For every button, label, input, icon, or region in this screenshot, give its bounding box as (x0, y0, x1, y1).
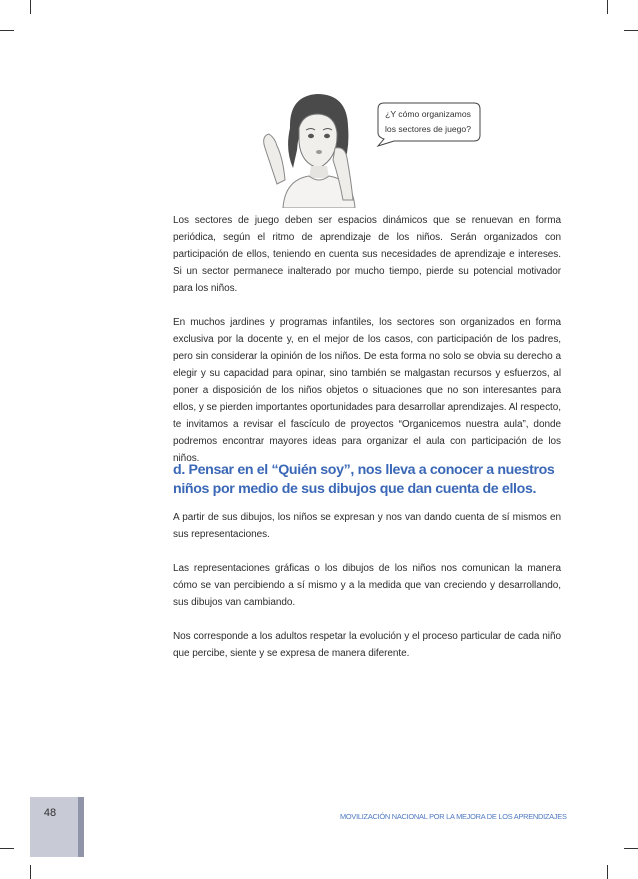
paragraph: Nos corresponde a los adultos respetar la evolución y el proceso particular de cada niño que percibe, siente y se expresa de manera diferente. (173, 631, 561, 659)
running-title: MOVILIZACIÓN NACIONAL POR LA MEJORA DE LOS APRENDIZAJES (340, 812, 567, 821)
paragraph: En muchos jardines y programas infantiles, los sectores son organizados en forma exclusiva por la docente y, en el mejor de los casos, con participación de los padres, pero sin considerar la opinión de los niños. De esta forma no solo se obvia su derecho a elegir y su capacidad para opinar, sino también se malgastan recursos y esfuerzos, al poner a disposición de los niños objetos o situaciones que no son interesantes para ellos, y se pierden importantes oportunidades para desarrollar aprendizajes. Al respecto, te invitamos a revisar el fascículo de proyectos “Organicemos nuestra aula”, donde podremos encontrar mayores ideas para organizar el aula con participación de los niños. (173, 317, 561, 464)
crop-mark (0, 30, 14, 31)
body-text-section-1 (173, 212, 561, 467)
crop-mark (30, 865, 31, 879)
speech-bubble (374, 99, 482, 147)
page-number-badge (30, 797, 84, 857)
section-heading: d. Pensar en el “Quién soy”, nos lleva a conocer a nuestros niños por medio de sus dibujos que dan cuenta de ellos. (173, 462, 555, 497)
crop-mark (607, 865, 608, 879)
page-number: 48 (43, 807, 57, 819)
girl-illustration (255, 88, 380, 208)
badge-shade (78, 797, 84, 857)
crop-mark (30, 0, 31, 14)
speech-bubble-text (380, 107, 476, 137)
paragraph: A partir de sus dibujos, los niños se expresan y nos van dando cuenta de sí mismos en sus representaciones. (173, 512, 561, 540)
crop-mark (607, 0, 608, 14)
speech-bubble-line: los sectores de juego? (385, 124, 471, 134)
speech-bubble-line: ¿Y cómo organizamos (385, 109, 471, 119)
crop-mark (624, 848, 638, 849)
paragraph: Las representaciones gráficas o los dibujos de los niños nos comunican la manera cómo se van percibiendo a sí mismo y a la medida que van creciendo y desarrollando, sus dibujos van cambiando. (173, 563, 561, 608)
crop-mark (624, 30, 638, 31)
body-text-section-2 (173, 509, 561, 662)
paragraph: Los sectores de juego deben ser espacios dinámicos que se renuevan en forma periódica, según el ritmo de aprendizaje de los niños. Serán organizados con participación de ellos, teniendo en cuenta sus necesidades de aprendizaje e intereses. Si un sector permanece inalterado por mucho tiempo, pierde su potencial motivador para los niños. (173, 215, 561, 294)
crop-mark (0, 848, 14, 849)
